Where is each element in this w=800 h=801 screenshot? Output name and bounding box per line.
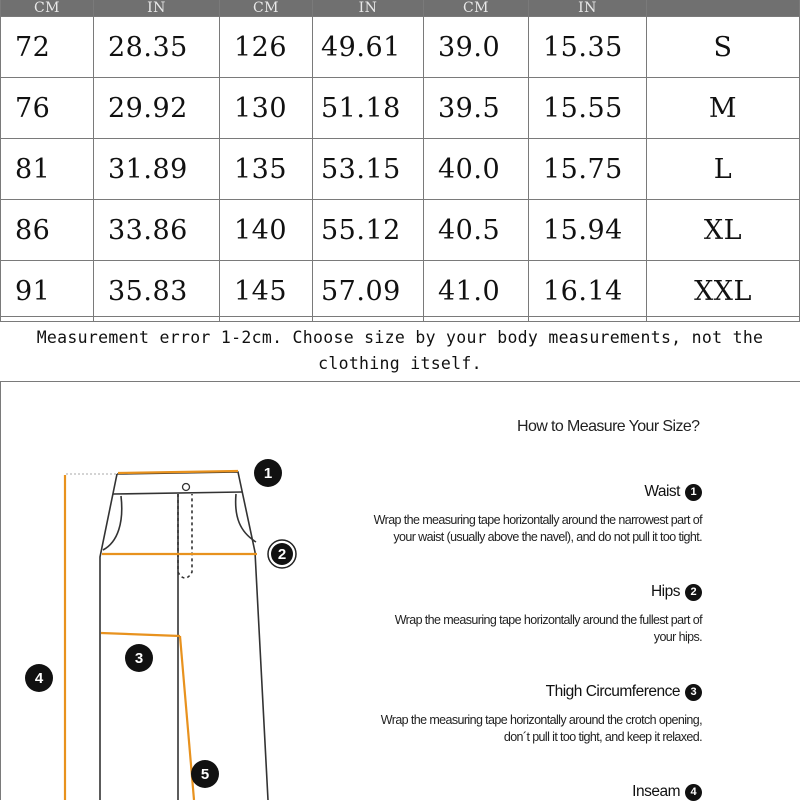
table-cell (529, 200, 647, 261)
table-cell (94, 139, 220, 200)
table-cell (94, 17, 220, 78)
cell-value: 72 (15, 31, 51, 63)
cell-value: 15.55 (543, 92, 623, 124)
waist-desc-line-1: Wrap the measuring tape horizontally around the narrowest part of (373, 513, 702, 527)
cell-value: 15.35 (543, 31, 623, 63)
number-2-icon: 2 (685, 584, 702, 601)
inseam-label: Inseam (632, 783, 680, 800)
table-cell (647, 17, 800, 78)
table-cell (647, 139, 800, 200)
number-4-icon: 4 (685, 784, 702, 801)
thigh-desc-line-2: don´t pull it too tight, and keep it relaxed. (503, 730, 702, 744)
cell-value: 16.14 (543, 275, 623, 307)
cell-value: 41.0 (438, 275, 501, 307)
cell-value: 29.92 (108, 92, 188, 124)
size-label: XXL (694, 275, 752, 307)
table-cell (424, 78, 529, 139)
table-row (1, 200, 800, 261)
table-cell (529, 17, 647, 78)
table-cell (647, 78, 800, 139)
number-3-icon: 3 (685, 684, 702, 701)
table-cell (1, 78, 94, 139)
cell-value: 15.75 (543, 153, 623, 185)
table-cell (424, 261, 529, 322)
waist-heading (644, 483, 702, 501)
cell-value: 126 (234, 31, 288, 63)
header-cell (647, 0, 800, 17)
size-label: S (713, 31, 733, 63)
cell-value: 140 (234, 214, 288, 246)
svg-text:1: 1 (263, 465, 273, 482)
header-cell: CM (220, 0, 313, 17)
inseam-heading (632, 783, 702, 801)
table-cell (647, 261, 800, 322)
table-cell (220, 200, 313, 261)
table-cell (1, 139, 94, 200)
table-row (1, 261, 800, 322)
header-cell: IN (313, 0, 424, 17)
waist-desc-line-2: your waist (usually above the navel), and do not pull it too tight. (393, 530, 702, 544)
hips-desc-line-2: your hips. (653, 630, 702, 644)
cell-value: 86 (15, 214, 51, 246)
measure-guide-section (0, 382, 800, 800)
number-1-icon: 1 (685, 484, 702, 501)
waist-description (322, 512, 702, 546)
thigh-description (322, 712, 702, 746)
cell-value: 76 (15, 92, 51, 124)
button-icon (183, 484, 190, 491)
table-row (1, 139, 800, 200)
table-cell (94, 200, 220, 261)
cell-value: 35.83 (108, 275, 188, 307)
waist-label: Waist (644, 483, 680, 500)
thigh-heading (546, 683, 702, 701)
cell-value: 33.86 (108, 214, 188, 246)
header-cell: IN (94, 0, 220, 17)
svg-text:3: 3 (134, 650, 144, 667)
thigh-label: Thigh Circumference (545, 683, 680, 700)
table-header-row (1, 0, 800, 17)
table-cell (313, 78, 424, 139)
cell-value: 15.94 (543, 214, 623, 246)
cell-value: 81 (15, 153, 51, 185)
table-row (1, 17, 800, 78)
cell-value: 135 (234, 153, 288, 185)
marker-5 (191, 760, 219, 788)
thigh-desc-line-1: Wrap the measuring tape horizontally around the crotch opening, (380, 713, 702, 727)
cell-value: 91 (15, 275, 51, 307)
hips-desc-line-1: Wrap the measuring tape horizontally around the fullest part of (394, 613, 702, 627)
measure-lines (65, 471, 257, 800)
marker-1 (254, 459, 282, 487)
cell-value: 55.12 (321, 214, 401, 246)
cell-value: 130 (234, 92, 288, 124)
cell-value: 40.0 (438, 153, 501, 185)
table-cell (1, 261, 94, 322)
measurement-note (0, 316, 800, 382)
table-cell (313, 261, 424, 322)
size-label: M (708, 92, 738, 124)
header-cell: CM (1, 0, 94, 17)
header-cell: CM (424, 0, 529, 17)
table-cell (313, 139, 424, 200)
cell-value: 39.0 (438, 31, 501, 63)
marker-4 (25, 664, 53, 692)
table-cell (220, 261, 313, 322)
svg-text:2: 2 (277, 546, 287, 563)
cell-value: 40.5 (438, 214, 501, 246)
table-cell (529, 139, 647, 200)
size-label: XL (703, 214, 743, 246)
hips-heading (651, 583, 702, 601)
size-table (0, 0, 800, 322)
table-cell (1, 200, 94, 261)
cell-value: 53.15 (321, 153, 401, 185)
hips-description (322, 612, 702, 646)
pants-outline (100, 472, 268, 800)
table-cell (529, 78, 647, 139)
marker-2 (268, 540, 296, 568)
table-cell (424, 200, 529, 261)
table-cell (1, 17, 94, 78)
note-line-1: Measurement error 1-2cm. Choose size by your body measurements, not the (36, 328, 764, 347)
table-cell (313, 200, 424, 261)
table-cell (220, 17, 313, 78)
svg-text:5: 5 (200, 766, 210, 783)
cell-value: 145 (234, 275, 288, 307)
cell-value: 31.89 (108, 153, 188, 185)
table-cell (220, 139, 313, 200)
table-cell (647, 200, 800, 261)
table-cell (94, 78, 220, 139)
table-cell (529, 261, 647, 322)
table-cell (424, 139, 529, 200)
table-row (1, 78, 800, 139)
cell-value: 39.5 (438, 92, 501, 124)
table-cell (313, 17, 424, 78)
hips-label: Hips (650, 583, 680, 600)
table-cell (424, 17, 529, 78)
table-cell (220, 78, 313, 139)
cell-value: 28.35 (108, 31, 188, 63)
thigh-line (101, 633, 180, 636)
size-label: L (713, 153, 733, 185)
guide-title: How to Measure Your Size? (517, 418, 700, 435)
note-line-2: clothing itself. (318, 354, 482, 373)
svg-text:4: 4 (34, 670, 44, 687)
cell-value: 57.09 (321, 275, 401, 307)
cell-value: 51.18 (321, 92, 401, 124)
table-cell (94, 261, 220, 322)
cell-value: 49.61 (321, 31, 401, 63)
marker-3 (125, 644, 153, 672)
header-cell: IN (529, 0, 647, 17)
